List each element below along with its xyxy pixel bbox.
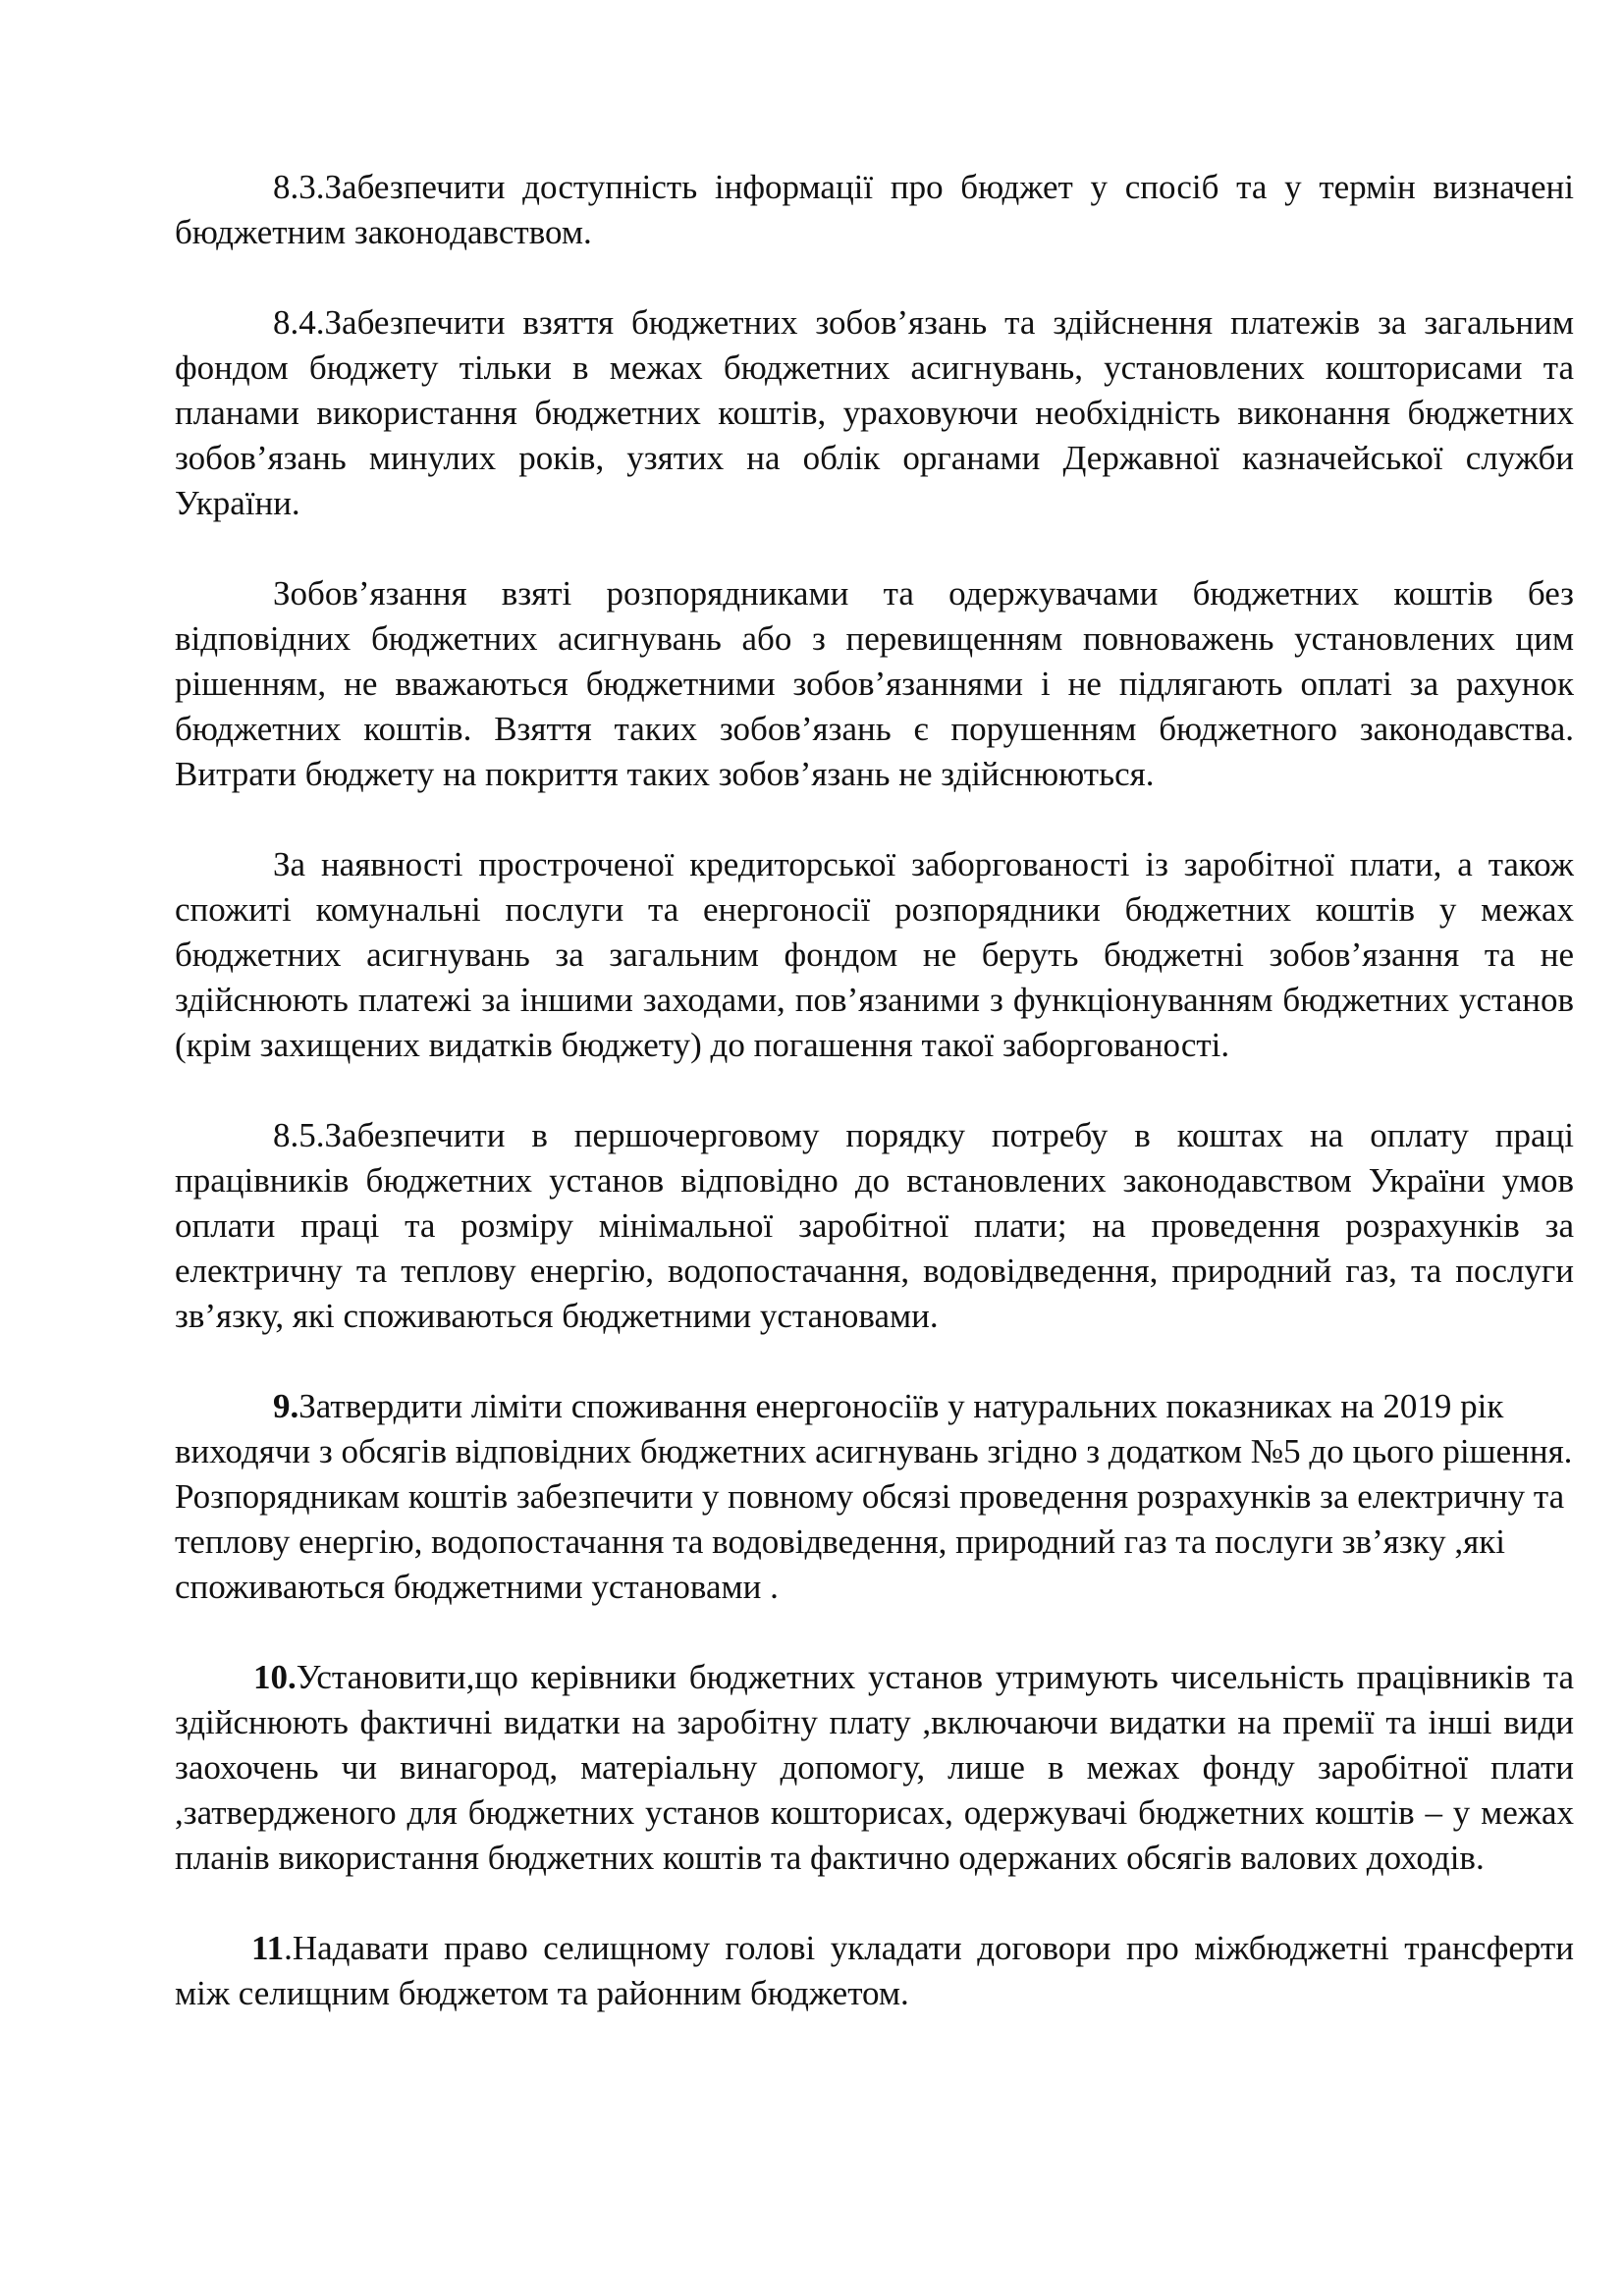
paragraph-8-3: 8.3.Забезпечити доступність інформації про бюджет у спосіб та у термін визначені бюджетним законодавством. — [175, 168, 1574, 251]
paragraph-11-number: 11 — [251, 1929, 285, 1967]
paragraph-9 — [175, 1384, 1574, 1474]
paragraph-9-text: Затвердити ліміти споживання енергоносіїв у натуральних показниках на 2019 рік виходячи з обсягів відповідних бюджетних асигнувань згідно з додатком №5 до цього рішення. — [175, 1387, 1573, 1470]
paragraph-10-text: Установити,що керівники бюджетних установ утримують чисельність працівників та здійснюють фактичні видатки на заробітну плату ,включаючи видатки на премії та інші види заохочень чи винагород, матеріальну допомогу, лише в межах фонду заробітної плати ,затвердженого для бюджетних установ кошторисах, одержувачі бюджетних коштів – у межах планів використання бюджетних коштів та фактично одержаних обсягів валових доходів. — [175, 1658, 1574, 1877]
paragraph-11-text: .Надавати право селищному голові укладати договори про міжбюджетні трансферти між селищним бюджетом та районним бюджетом. — [175, 1929, 1574, 2012]
paragraph-10-number: 10. — [253, 1658, 297, 1696]
paragraph-arrears: За наявності простроченої кредиторської заборгованості із заробітної плати, а також спожиті комунальні послуги та енергоносії розпорядники бюджетних коштів у межах бюджетних асигнувань за загальним фондом не беруть бюджетні зобов’язання та не здійснюють платежі за іншими заходами, пов’язаними з функціонуванням бюджетних установ (крім захищених видатків бюджету) до погашення такої заборгованості. — [175, 845, 1574, 1064]
paragraph-9-continuation: Розпорядникам коштів забезпечити у повному обсязі проведення розрахунків за електричну та теплову енергію, водопостачання та водовідведення, природний газ та послуги зв’язку ,які споживаються бюджетними установами . — [175, 1477, 1565, 1606]
paragraph-8-5: 8.5.Забезпечити в першочерговому порядку потребу в коштах на оплату праці працівників бюджетних установ відповідно до встановлених законодавством України умов оплати праці та розміру мінімальної заробітної плати; на проведення розрахунків за електричну та теплову енергію, водопостачання, водовідведення, природний газ, та послуги зв’язку, які споживаються бюджетними установами. — [175, 1116, 1574, 1335]
paragraph-8-4: 8.4.Забезпечити взяття бюджетних зобов’язань та здійснення платежів за загальним фондом бюджету тільки в межах бюджетних асигнувань, установлених кошторисами та планами використання бюджетних коштів, ураховуючи необхідність виконання бюджетних зобов’язань минулих років, узятих на облік органами Державної казначейської служби України. — [175, 303, 1574, 522]
paragraph-9-number: 9. — [273, 1387, 299, 1425]
paragraph-obligations: Зобов’язання взяті розпорядниками та одержувачами бюджетних коштів без відповідних бюджетних асигнувань або з перевищенням повноважень установлених цим рішенням, не вважаються бюджетними зобов’язаннями і не підлягають оплаті за рахунок бюджетних коштів. Взяття таких зобов’язань є порушенням бюджетного законодавства. Витрати бюджету на покриття таких зобов’язань не здійснюються. — [175, 574, 1574, 793]
document-page — [175, 165, 1574, 2016]
paragraph-10 — [175, 1655, 1574, 1881]
paragraph-11 — [175, 1926, 1574, 2016]
